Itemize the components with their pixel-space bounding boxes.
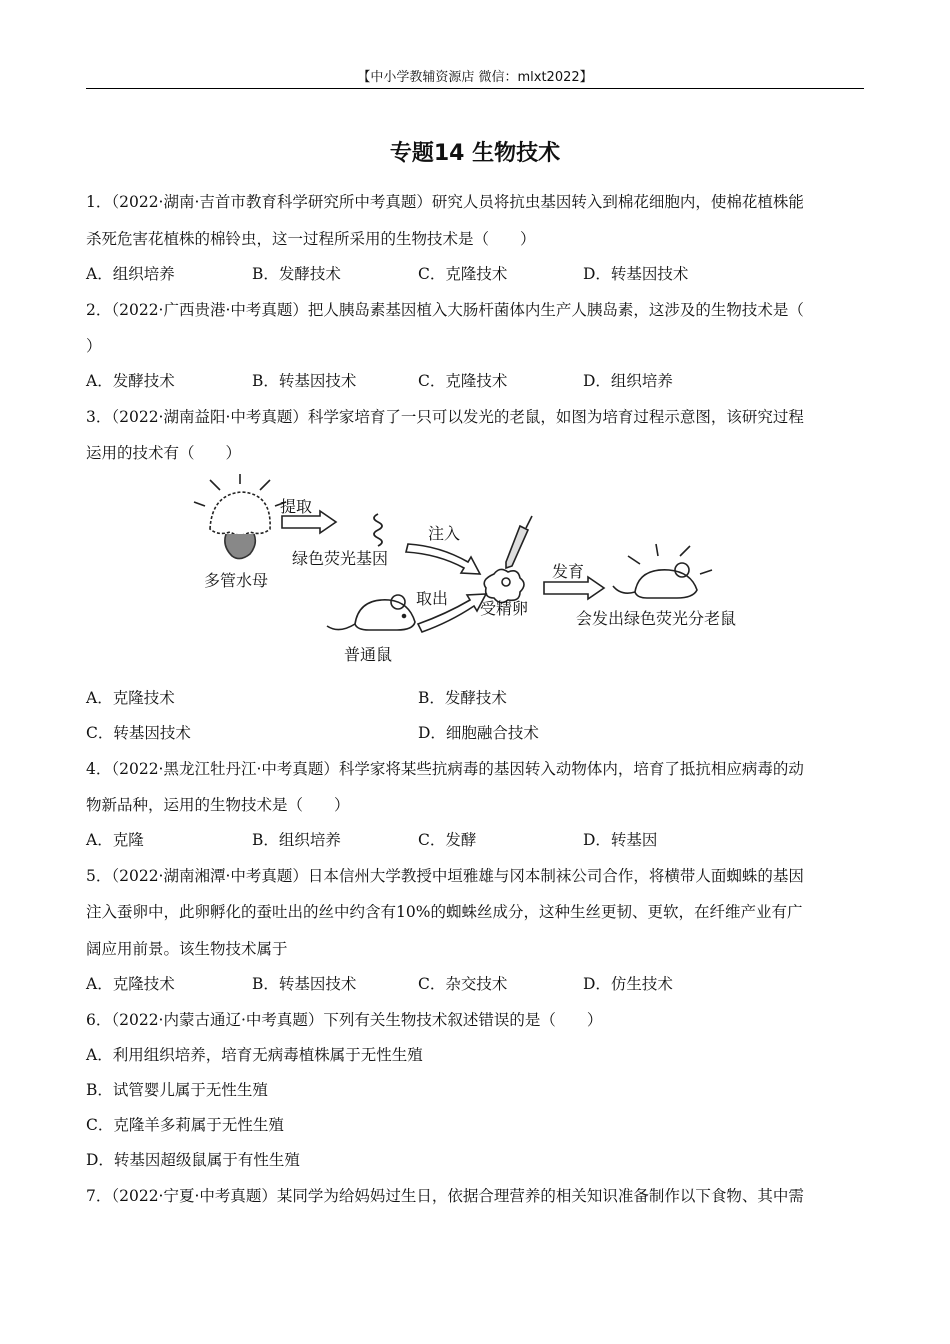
q2-option-c: C．克隆技术: [418, 372, 508, 390]
q1-option-c: C．克隆技术: [418, 265, 508, 283]
q1-option-a: A．组织培养: [86, 265, 175, 283]
q4-line1: 4．（2022·黑龙江牡丹江·中考真题）科学家将某些抗病毒的基因转入动物体内，培育了抵抗相应病毒的动: [86, 760, 804, 778]
q5-option-a: A．克隆技术: [86, 975, 175, 993]
needle-icon: [506, 516, 532, 568]
q3-option-b: B．发酵技术: [418, 689, 507, 707]
header-rule: [86, 88, 864, 89]
q1-option-b: B．发酵技术: [252, 265, 341, 283]
label-extract: 提取: [280, 497, 313, 516]
label-develop: 发育: [552, 562, 585, 581]
q1-line2: 杀死危害花植株的棉铃虫，这一过程所采用的生物技术是（ ）: [86, 230, 536, 248]
q6-option-d: D．转基因超级鼠属于有性生殖: [86, 1151, 300, 1169]
q4-line2: 物新品种，运用的生物技术是（ ）: [86, 796, 350, 814]
page-title: 专题14 生物技术: [389, 141, 561, 166]
q1-option-d: D．转基因技术: [583, 265, 689, 283]
process-diagram: [190, 474, 770, 674]
page-header: 【中小学教辅资源店 微信：mlxt2022】: [357, 70, 593, 85]
q4-option-b: B．组织培养: [252, 831, 341, 849]
label-normal-mouse: 普通鼠: [344, 645, 393, 664]
q2-option-a: A．发酵技术: [86, 372, 175, 390]
q5-option-d: D．仿生技术: [583, 975, 673, 993]
q4-option-a: A．克隆: [86, 831, 144, 849]
jellyfish-illustration: [194, 474, 286, 559]
q5-line2: 注入蚕卵中，此卵孵化的蚕吐出的丝中约含有10%的蜘蛛丝成分，这种生丝更韧、更软，在纤维产业有广: [86, 903, 803, 921]
q2-line1: 2．（2022·广西贵港·中考真题）把人胰岛素基因植入大肠杆菌体内生产人胰岛素，这涉及的生物技术是（: [86, 301, 804, 319]
label-egg: 受精卵: [480, 599, 529, 618]
gene-squiggle-icon: [374, 514, 382, 546]
label-glowing-mouse: 会发出绿色荧光分老鼠: [576, 609, 737, 628]
label-inject: 注入: [428, 524, 461, 543]
q5-option-b: B．转基因技术: [252, 975, 357, 993]
q2-line2: ）: [86, 337, 102, 355]
q2-option-b: B．转基因技术: [252, 372, 357, 390]
label-take-out: 取出: [416, 589, 449, 608]
label-jellyfish: 多管水母: [204, 571, 269, 590]
q3-option-d: D．细胞融合技术: [418, 724, 539, 742]
glowing-mouse-illustration: [613, 544, 712, 598]
q3-line1: 3．（2022·湖南益阳·中考真题）科学家培育了一只可以发光的老鼠，如图为培育过程示意图，该研究过程: [86, 408, 804, 426]
fertilized-egg-icon: [484, 569, 524, 602]
normal-mouse-illustration: [327, 595, 415, 630]
q5-line1: 5．（2022·湖南湘潭·中考真题）日本信州大学教授中垣雅雄与冈本制袜公司合作，将横带人面蜘蛛的基因: [86, 867, 804, 885]
q3-line2: 运用的技术有（ ）: [86, 444, 242, 462]
q2-option-d: D．组织培养: [583, 372, 673, 390]
inject-arrow: [406, 544, 480, 574]
q7-line1: 7．（2022·宁夏·中考真题）某同学为给妈妈过生日，依据合理营养的相关知识准备制作以下食物、其中需: [86, 1187, 804, 1205]
q6-line1: 6．（2022·内蒙古通辽·中考真题）下列有关生物技术叙述错误的是（ ）: [86, 1011, 603, 1029]
q4-option-c: C．发酵: [418, 831, 477, 849]
label-gene: 绿色荧光基因: [292, 549, 389, 568]
q6-option-a: A．利用组织培养，培育无病毒植株属于无性生殖: [86, 1046, 423, 1064]
q4-option-d: D．转基因: [583, 831, 658, 849]
q1-line1: 1．（2022·湖南·吉首市教育科学研究所中考真题）研究人员将抗虫基因转入到棉花细胞内，使棉花植株能: [86, 193, 804, 211]
q3-option-c: C．转基因技术: [86, 724, 191, 742]
q5-line3: 阔应用前景。该生物技术属于: [86, 940, 288, 958]
q3-option-a: A．克隆技术: [86, 689, 175, 707]
q5-option-c: C．杂交技术: [418, 975, 508, 993]
q6-option-b: B．试管婴儿属于无性生殖: [86, 1081, 268, 1099]
q6-option-c: C．克隆羊多莉属于无性生殖: [86, 1116, 284, 1134]
